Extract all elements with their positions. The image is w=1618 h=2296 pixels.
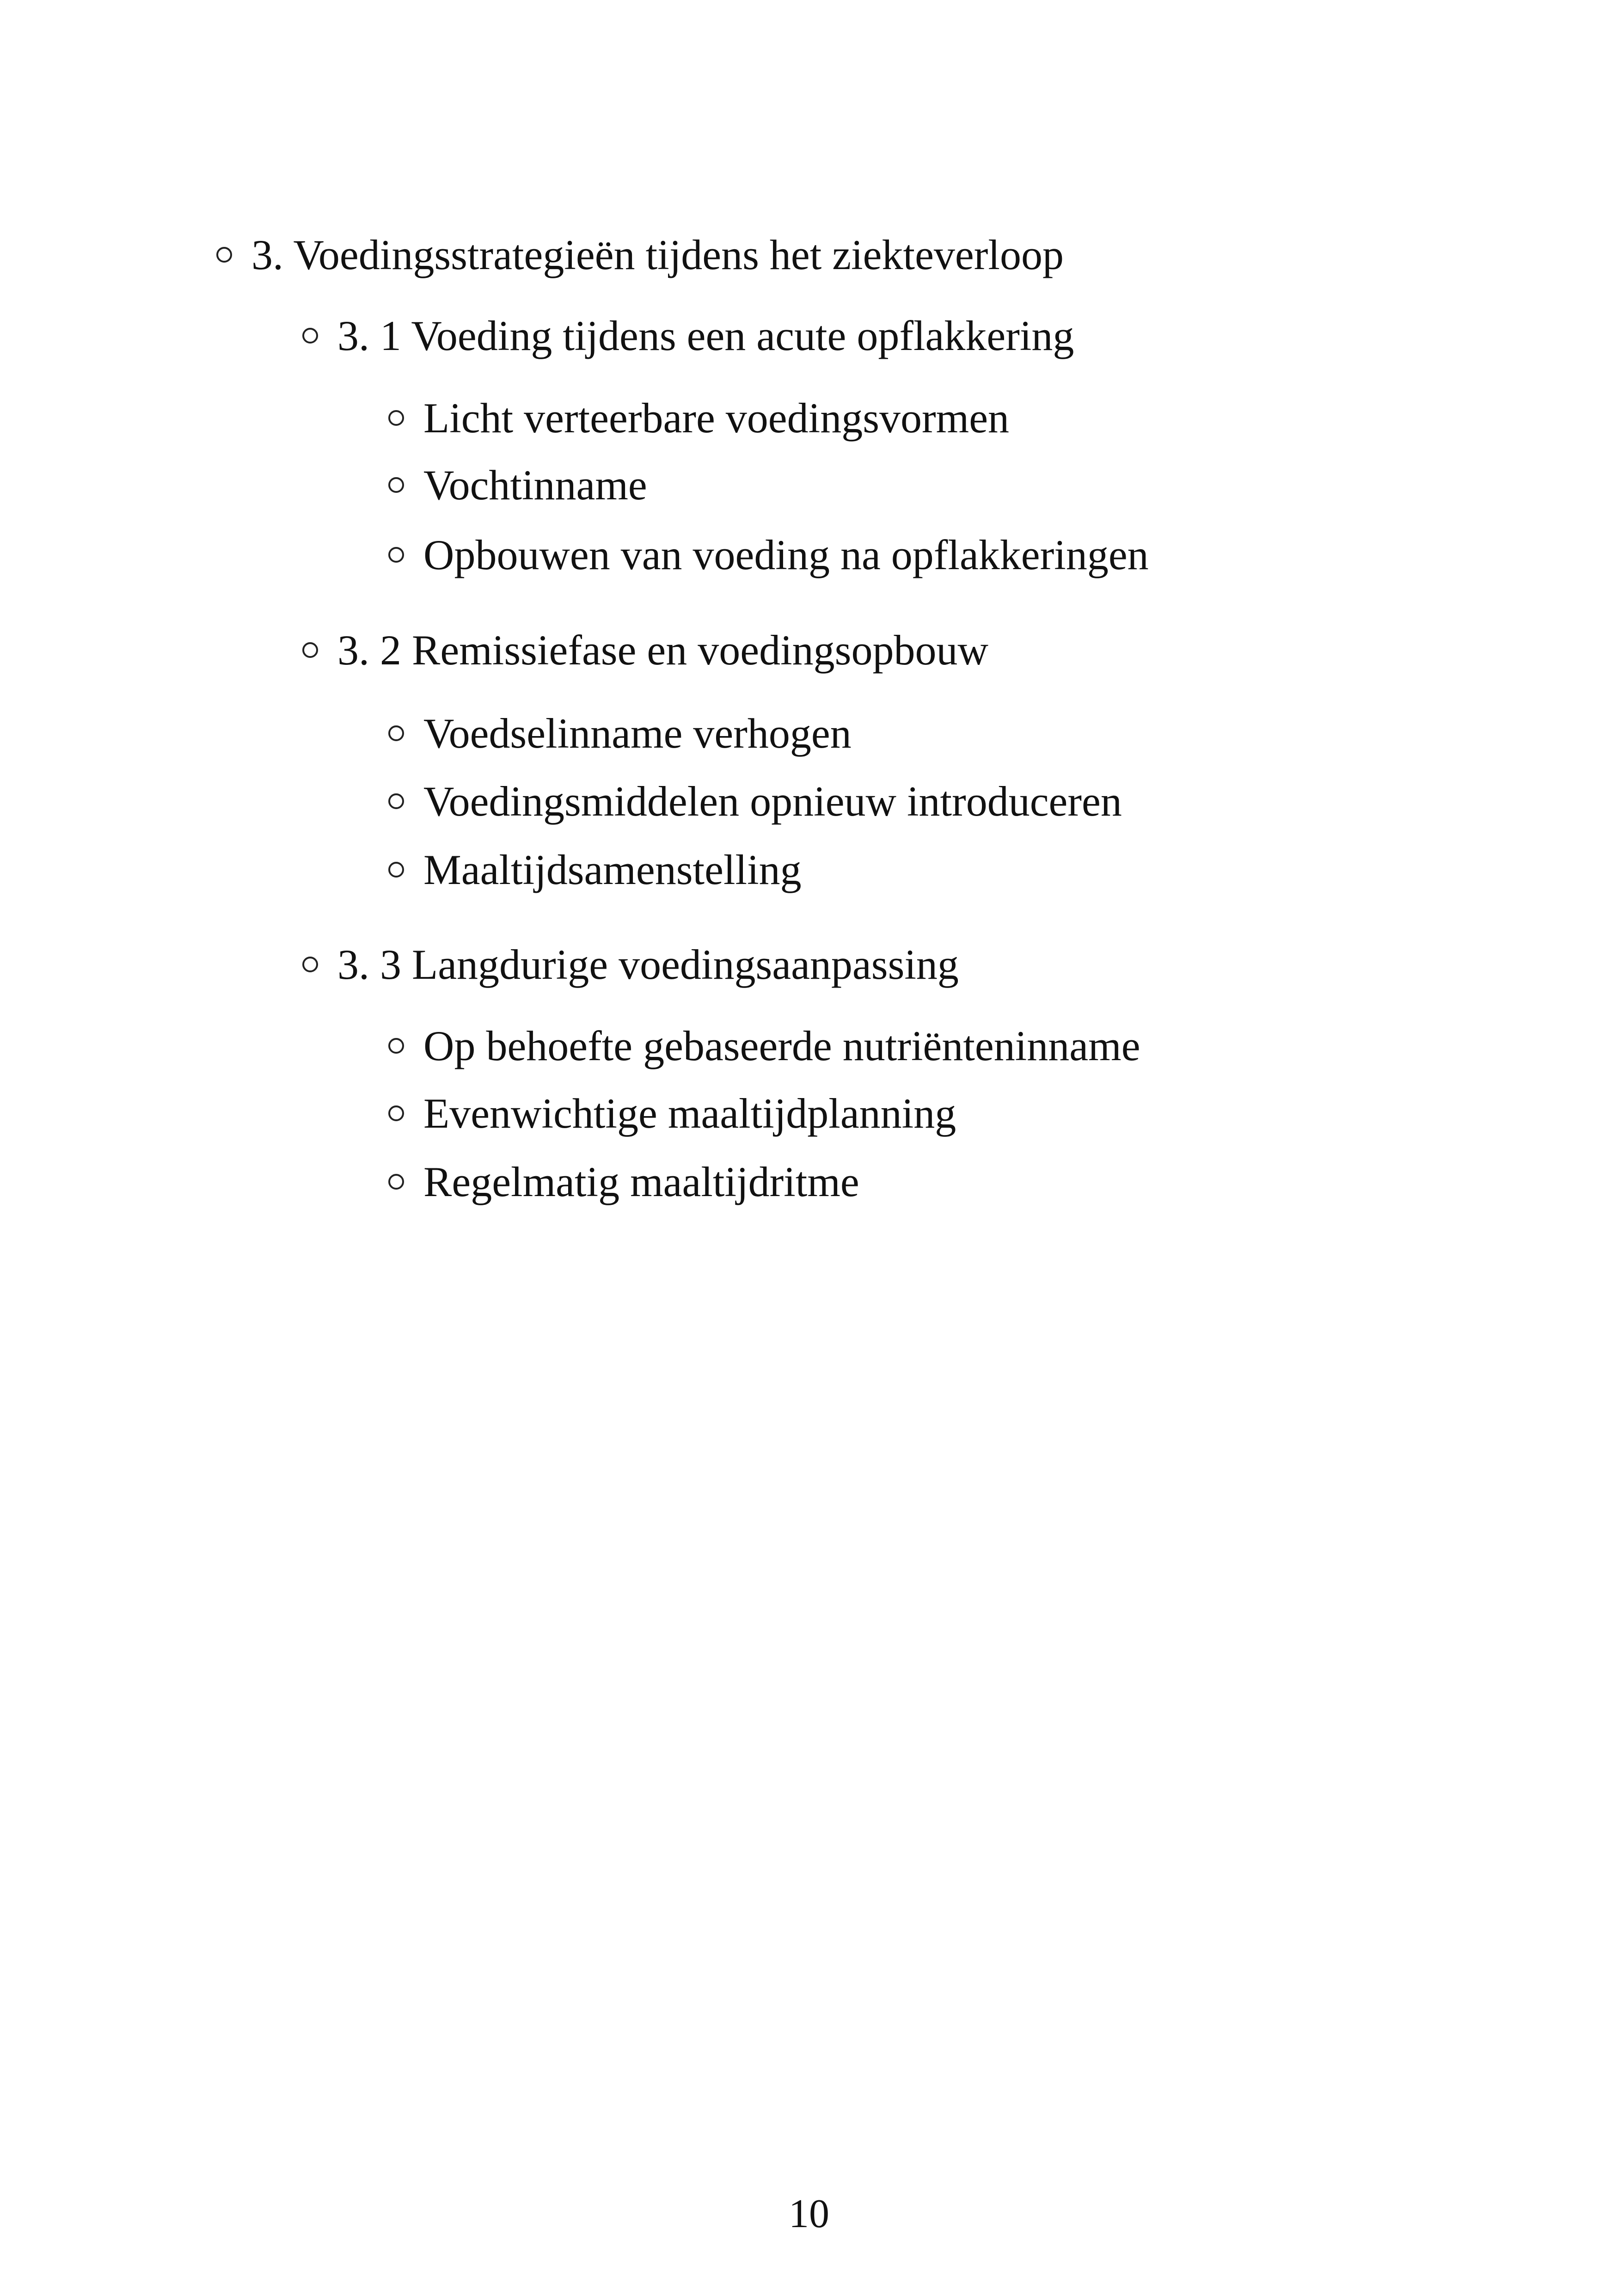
list-item xyxy=(388,394,1010,442)
hollow-circle-bullet-icon xyxy=(388,793,404,809)
list-item xyxy=(388,780,1122,823)
section-title xyxy=(302,943,959,986)
hollow-circle-bullet-icon xyxy=(302,957,318,972)
hollow-circle-bullet-icon xyxy=(388,1174,404,1190)
hollow-circle-bullet-icon xyxy=(388,1038,404,1054)
outline-heading-text: 3. Voedingsstrategieën tijdens het ziekteverloop xyxy=(251,231,1064,278)
list-item-text: Vochtinname xyxy=(423,461,647,509)
hollow-circle-bullet-icon xyxy=(302,328,318,344)
page-number: 10 xyxy=(789,2192,829,2236)
hollow-circle-bullet-icon xyxy=(388,1105,404,1121)
list-item-text: Regelmatig maaltijdritme xyxy=(423,1158,859,1205)
list-item-text: Voedingsmiddelen opnieuw introduceren xyxy=(423,778,1122,825)
hollow-circle-bullet-icon xyxy=(388,725,404,741)
hollow-circle-bullet-icon xyxy=(302,642,318,658)
list-item xyxy=(388,1092,956,1135)
list-item-text: Maaltijdsamenstelling xyxy=(423,846,802,893)
list-item-text: Op behoefte gebaseerde nutriënteninname xyxy=(423,1022,1140,1069)
section-title xyxy=(302,314,1074,357)
list-item xyxy=(388,531,1149,578)
list-item xyxy=(388,461,647,509)
list-item-text: Voedselinname verhogen xyxy=(423,710,852,757)
hollow-circle-bullet-icon xyxy=(388,862,404,878)
section-title xyxy=(302,626,988,674)
hollow-circle-bullet-icon xyxy=(388,410,404,426)
hollow-circle-bullet-icon xyxy=(216,247,232,263)
hollow-circle-bullet-icon xyxy=(388,477,404,493)
section-title-text: 3. 1 Voeding tijdens een acute opflakkering xyxy=(337,312,1074,359)
section-title-text: 3. 3 Langdurige voedingsaanpassing xyxy=(337,941,959,988)
list-item-text: Opbouwen van voeding na opflakkeringen xyxy=(423,531,1149,578)
list-item xyxy=(388,848,802,891)
list-item-text: Evenwichtige maaltijdplanning xyxy=(423,1090,956,1137)
hollow-circle-bullet-icon xyxy=(388,547,404,563)
list-item xyxy=(388,1160,859,1203)
list-item xyxy=(388,1022,1140,1069)
section-title-text: 3. 2 Remissiefase en voedingsopbouw xyxy=(337,626,988,674)
list-item-text: Licht verteerbare voedingsvormen xyxy=(423,394,1010,442)
list-item xyxy=(388,712,852,755)
outline-heading xyxy=(216,233,1064,276)
